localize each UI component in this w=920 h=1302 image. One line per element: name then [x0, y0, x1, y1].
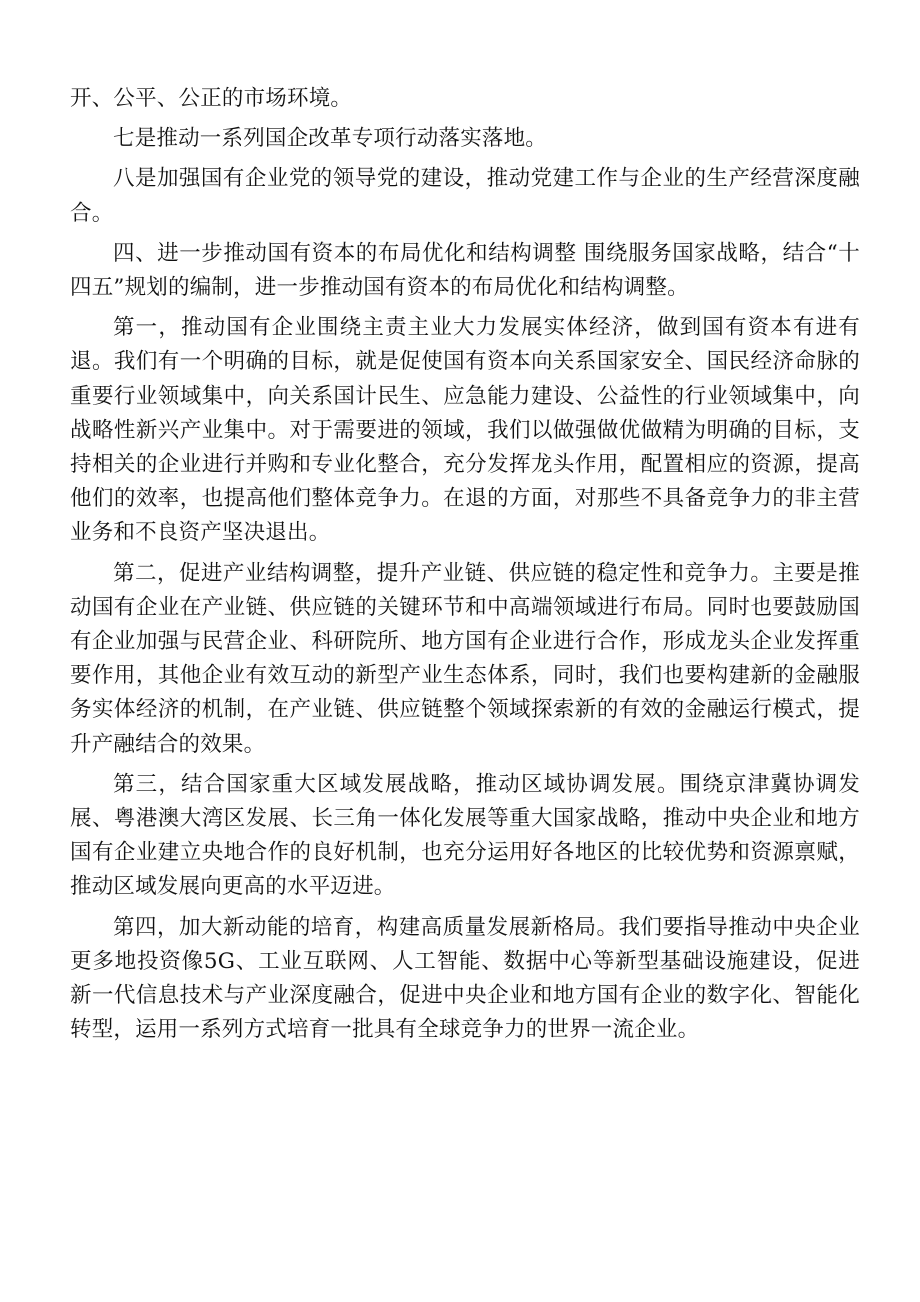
paragraph-third: 第三，结合国家重大区域发展战略，推动区域协调发展。围绕京津冀协调发展、粤港澳大湾区发展、长三角一体化发展等重大国家战略，推动中央企业和地方国有企业建立央地合作的良好机制，也充分运用好各地区的比较优势和资源禀赋，推动区域发展向更高的水平迈进。 [70, 771, 860, 900]
paragraph-item-eight: 八是加强国有企业党的领导党的建设，推动党建工作与企业的生产经营深度融合。 [70, 166, 860, 226]
paragraph-market-environment: 开、公平、公正的市场环境。 [70, 86, 353, 111]
paragraph-item-seven: 七是推动一系列国企改革专项行动落实落地。 [113, 126, 548, 152]
paragraph-second: 第二，促进产业结构调整，提升产业链、供应链的稳定性和竞争力。主要是推动国有企业在产业链、供应链的关键环节和中高端领域进行布局。同时也要鼓励国有企业加强与民营企业、科研院所、地方国有企业进行合作，形成龙头企业发挥重要作用，其他企业有效互动的新型产业生态体系，同时，我们也要构建新的金融服务实体经济的机制，在产业链、供应链整个领域探索新的有效的金融运行模式，提升产融结合的效果。 [70, 560, 860, 757]
document-body [70, 82, 860, 1053]
paragraph-section-four: 四、进一步推动国有资本的布局优化和结构调整 围绕服务国家战略，结合“十四五”规划的编制，进一步推动国有资本的布局优化和结构调整。 [70, 240, 860, 301]
paragraph-first: 第一，推动国有企业围绕主责主业大力发展实体经济，做到国有资本有进有退。我们有一个明确的目标，就是促使国有资本向关系国家安全、国民经济命脉的重要行业领域集中，向关系国计民生、应急能力建设、公益性的行业领域集中，向战略性新兴产业集中。对于需要进的领域，我们以做强做优做精为明确的目标，支持相关的企业进行并购和专业化整合，充分发挥龙头作用，配置相应的资源，提高他们的效率，也提高他们整体竞争力。在退的方面，对那些不具备竞争力的非主营业务和不良资产坚决退出。 [70, 315, 860, 546]
paragraph-fourth: 第四，加大新动能的培育，构建高质量发展新格局。我们要指导推动中央企业更多地投资像5G、工业互联网、人工智能、数据中心等新型基础设施建设，促进新一代信息技术与产业深度融合，促进中央企业和地方国有企业的数字化、智能化转型，运用一系列方式培育一批具有全球竞争力的世界一流企业。 [70, 914, 860, 1043]
